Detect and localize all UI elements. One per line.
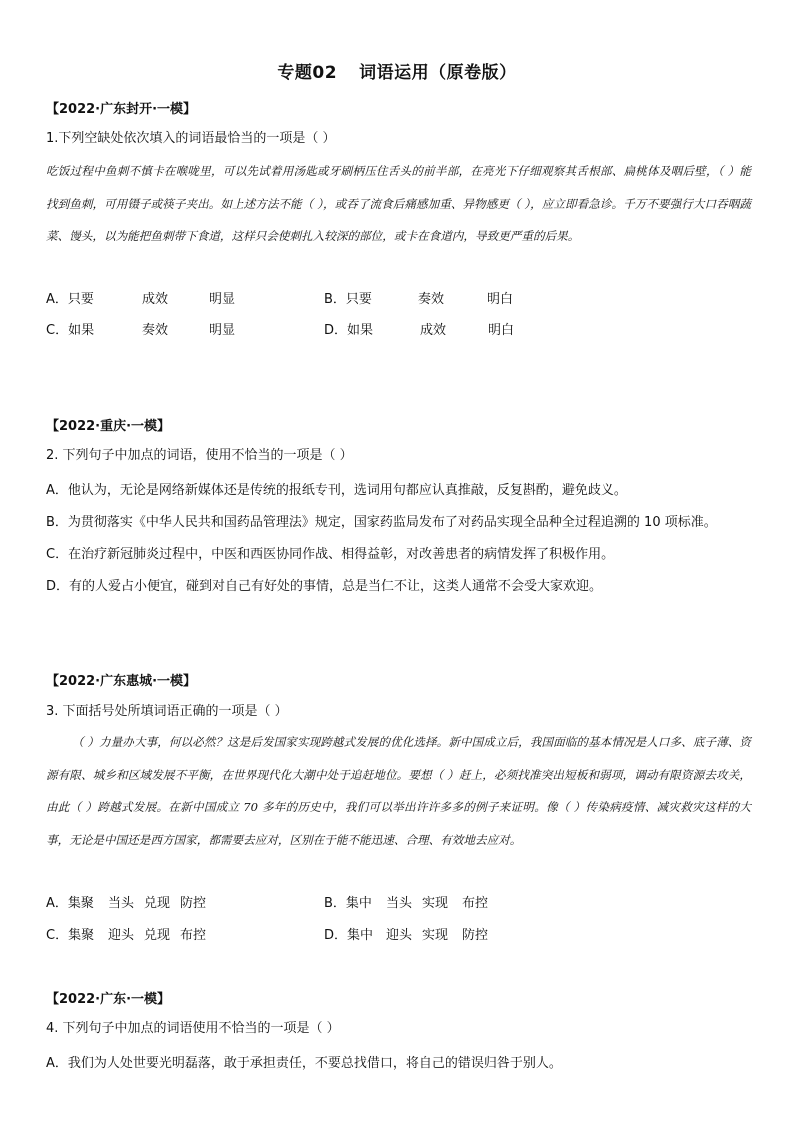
q2-option-d[interactable]: D．有的人爱占小便宜，碰到对自己有好处的事情，总是当仁不让，这类人通常不会受大家欢迎。 bbox=[46, 579, 603, 594]
q3-options-row-1 bbox=[46, 892, 751, 912]
q3-option-d[interactable]: D．集中 迎头 实现 防控 bbox=[324, 928, 489, 943]
q3-options-row-2 bbox=[46, 924, 751, 944]
q1-source: 【2022·广东封开·一模】 bbox=[46, 102, 197, 117]
q1-options-row-2 bbox=[46, 319, 751, 339]
q2-option-a[interactable]: A．他认为，无论是网络新媒体还是传统的报纸专刊，选词用句都应认真推敲，反复斟酌，避免歧义。 bbox=[46, 483, 627, 498]
q3-option-a[interactable]: A．集聚 当头 兑现 防控 bbox=[46, 896, 207, 911]
q2-source: 【2022·重庆·一模】 bbox=[46, 419, 171, 434]
q1-option-c[interactable]: C．如果 奏效 明显 bbox=[46, 323, 236, 338]
q3-stem: 3. 下面括号处所填词语正确的一项是（ ） bbox=[46, 704, 288, 719]
q4-source: 【2022·广东·一模】 bbox=[46, 992, 171, 1007]
q2-option-b[interactable]: B．为贯彻落实《中华人民共和国药品管理法》规定，国家药监局发布了对药品实现全品种全过程追溯的 10 项标准。 bbox=[46, 515, 717, 530]
q1-passage: 吃饭过程中鱼刺不慎卡在喉咙里，可以先试着用汤匙或牙刷柄压住舌头的前半部，在亮光下仔细观察其舌根部、扁桃体及咽后壁，（ ）能找到鱼刺，可用镊子或筷子夹出。如上述方法不能（ ），或吞了流食后痛感加重、异物感更（ ），应立即看急诊。千万不要强行大口吞咽蔬菜、馒头，以为能把鱼刺带下食道，这样只会使刺扎入较深的部位，或卡在食道内，导致更严重的后果。 bbox=[46, 164, 751, 243]
q2-stem: 2. 下列句子中加点的词语，使用不恰当的一项是（ ） bbox=[46, 448, 353, 463]
q1-option-b[interactable]: B．只要 奏效 明白 bbox=[324, 292, 514, 307]
page-title bbox=[0, 58, 794, 83]
q1-options-row-1 bbox=[46, 288, 751, 308]
q3-passage: （ ）力量办大事，何以必然？这是后发国家实现跨越式发展的优化选择。新中国成立后，我国面临的基本情况是人口多、底子薄、资源有限、城乡和区域发展不平衡，在世界现代化大潮中处于追赶地位。要想（ ）赶上，必须找准突出短板和弱项，调动有限资源去攻关，由此（ ）跨越式发展。在新中国成立 70 多年的历史中，我们可以举出许许多多的例子来证明。像（ ）传染病疫情、减灾救灾这样的大事，无论是中国还是西方国家，都需要去应对，区别在于能不能迅速、合理、有效地去应对。 bbox=[46, 735, 751, 847]
q1-option-a[interactable]: A．只要 成效 明显 bbox=[46, 292, 236, 307]
q3-source: 【2022·广东惠城·一模】 bbox=[46, 674, 197, 689]
title-topic-name: 词语运用（原卷版） bbox=[359, 63, 517, 83]
title-topic-number: 专题02 bbox=[277, 63, 338, 83]
q4-stem: 4. 下列句子中加点的词语使用不恰当的一项是（ ） bbox=[46, 1021, 340, 1036]
q3-option-b[interactable]: B．集中 当头 实现 布控 bbox=[324, 896, 489, 911]
q4-option-a[interactable]: A．我们为人处世要光明磊落，敢于承担责任，不要总找借口，将自己的错误归咎于别人。 bbox=[46, 1056, 562, 1071]
q2-option-c[interactable]: C．在治疗新冠肺炎过程中，中医和西医协同作战、相得益彰，对改善患者的病情发挥了积极作用。 bbox=[46, 547, 615, 562]
q3-option-c[interactable]: C．集聚 迎头 兑现 布控 bbox=[46, 928, 207, 943]
q1-stem: 1.下列空缺处依次填入的词语最恰当的一项是（ ） bbox=[46, 131, 336, 146]
q1-option-d[interactable]: D．如果 成效 明白 bbox=[324, 323, 515, 338]
